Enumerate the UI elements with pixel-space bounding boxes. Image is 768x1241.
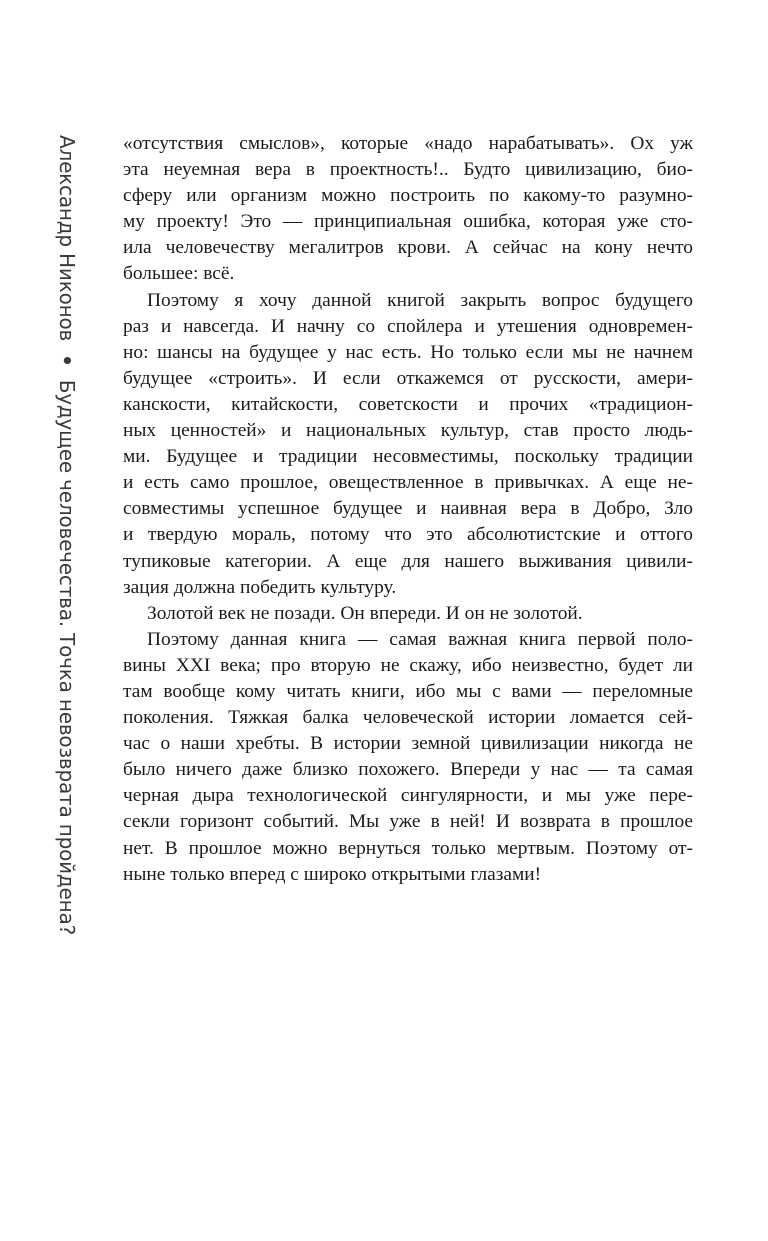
text-line: Поэтому данная книга — самая важная книга первой поло- <box>147 628 693 650</box>
body-text <box>123 131 693 888</box>
text-line: раз и навсегда. И начну со спойлера и утешения одновремен- <box>123 315 693 337</box>
running-head-separator: • <box>55 354 79 367</box>
running-head-title: Будущее человечества. Точка невозврата пройдена? <box>55 379 79 935</box>
text-line: поколения. Тяжкая балка человеческой истории ломается сей- <box>123 707 693 729</box>
running-head <box>57 135 77 935</box>
text-line: ных ценностей» и национальных культур, став просто людь- <box>123 420 693 442</box>
text-line: Поэтому я хочу данной книгой закрыть вопрос будущего <box>147 289 693 311</box>
paragraph <box>123 627 693 888</box>
text-line: канскости, китайскости, советскости и прочих «традицион- <box>123 393 693 415</box>
text-line: ныне только вперед с широко открытыми глазами! <box>123 863 542 885</box>
text-line: совместимы успешное будущее и наивная вера в Добро, Зло <box>123 498 693 520</box>
paragraph <box>123 601 693 627</box>
text-line: там вообще кому читать книги, ибо мы с вами — переломные <box>123 680 693 702</box>
text-line: ми. Будущее и традиции несовместимы, поскольку традиции <box>123 446 693 468</box>
text-line: и твердую мораль, потому что это абсолютистские и оттого <box>123 524 693 546</box>
text-line: нет. В прошлое можно вернуться только мертвым. Поэтому от- <box>123 837 693 859</box>
text-line: му проекту! Это — принципиальная ошибка, которая уже сто- <box>123 211 693 233</box>
text-line: эта неуемная вера в проектность!.. Будто цивилизацию, био- <box>123 159 693 181</box>
text-line: тупиковые категории. А еще для нашего выживания цивили- <box>123 550 693 572</box>
text-line: зация должна победить культуру. <box>123 576 397 598</box>
text-line: час о наши хребты. В истории земной цивилизации никогда не <box>123 733 693 755</box>
paragraph <box>123 131 693 288</box>
text-line: сферу или организм можно построить по какому-то разумно- <box>123 185 693 207</box>
text-line: но: шансы на будущее у нас есть. Но только если мы не начнем <box>123 341 693 363</box>
text-line: вины XXI века; про вторую не скажу, ибо неизвестно, будет ли <box>123 654 693 676</box>
text-line: секли горизонт событий. Мы уже в ней! И возврата в прошлое <box>123 811 693 833</box>
paragraph <box>123 288 693 601</box>
text-line: было ничего даже близко похожего. Впереди у нас — та самая <box>123 759 693 781</box>
text-line: будущее «строить». И если откажемся от русскости, амери- <box>123 367 693 389</box>
text-line: и есть само прошлое, овеществленное в привычках. А еще не- <box>123 472 693 494</box>
text-line: ила человечеству мегалитров крови. А сейчас на кону нечто <box>123 237 693 259</box>
text-line: черная дыра технологической сингулярности, и мы уже пере- <box>123 785 693 807</box>
text-line: Золотой век не позади. Он впереди. И он не золотой. <box>147 602 583 624</box>
text-line: «отсутствия смыслов», которые «надо нарабатывать». Ох уж <box>123 133 693 154</box>
running-head-author: Александр Никонов <box>55 135 79 342</box>
text-line: большее: всё. <box>123 263 235 285</box>
